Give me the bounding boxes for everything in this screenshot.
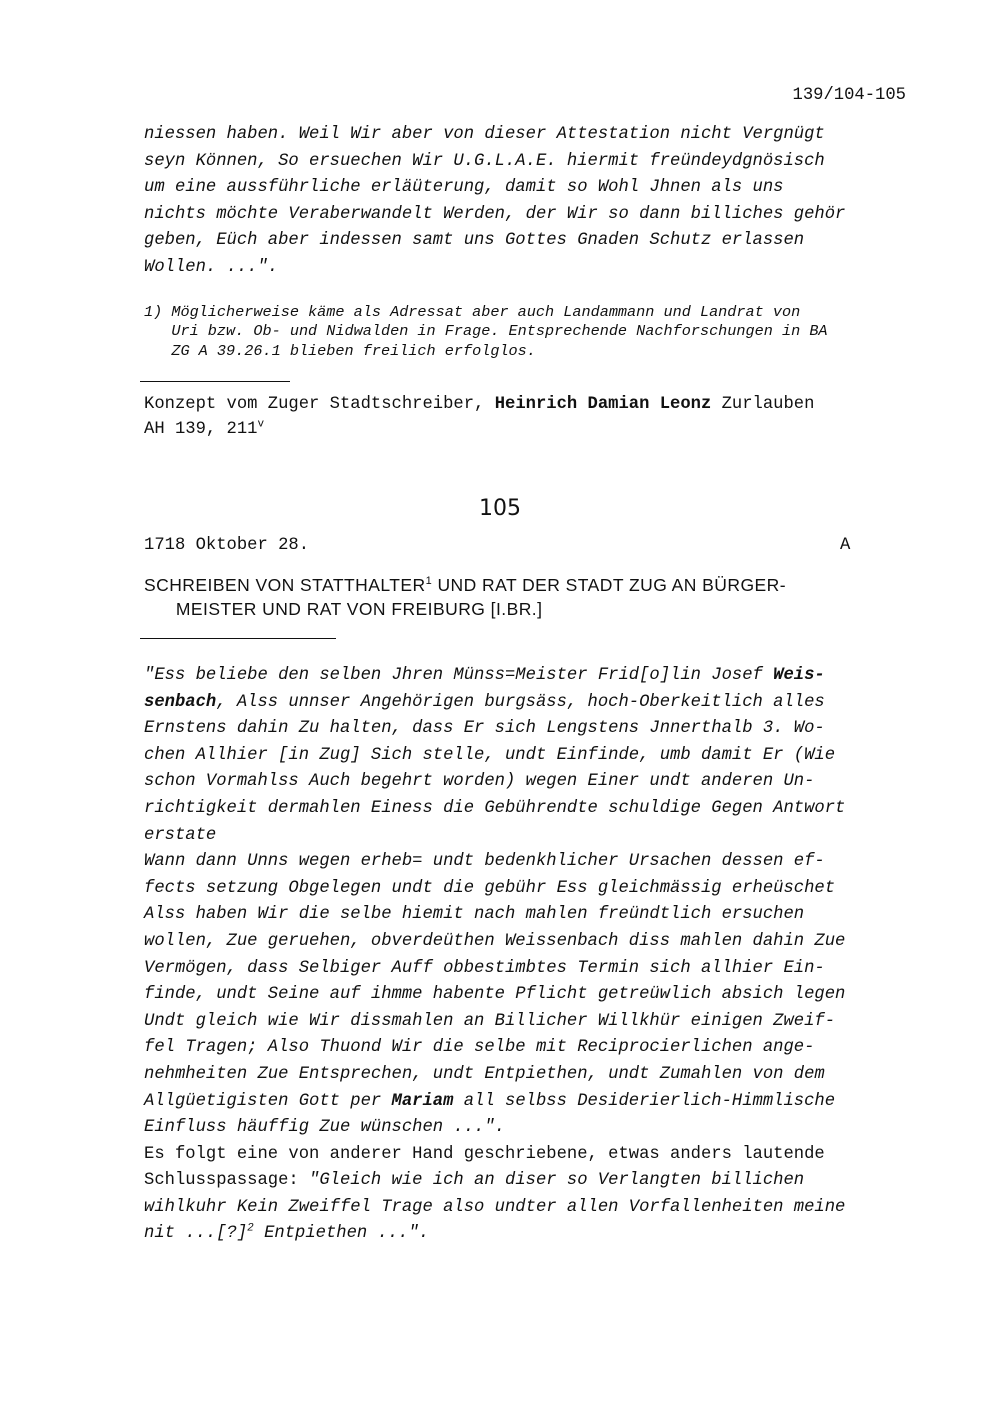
text-line: Es folgt eine von anderer Hand geschriebene, etwas anders lautende [144, 1144, 825, 1164]
text-line: wihlkuhr Kein Zweiffel Trage also undter allen Vorfallenheiten meine [144, 1197, 846, 1217]
main-text [144, 663, 914, 1248]
bold-name: senbach [144, 692, 217, 712]
source-suffix: Zurlauben [711, 395, 815, 414]
verso-mark: v [257, 418, 265, 431]
text-line: fects setzung Obgelegen undt die gebühr Ess gleichmässig erheüschet [144, 878, 836, 898]
source-prefix: Konzept vom Zuger Stadtschreiber, [144, 395, 495, 414]
separator-rule [140, 381, 290, 382]
footnote-marker: 1 [425, 575, 433, 588]
text-line: fel Tragen; Also Thuond Wir die selbe mit Reciprocierlichen ange- [144, 1038, 815, 1058]
document-classification: A [840, 536, 851, 555]
title-line-2: MEISTER UND RAT VON FREIBURG [I.BR.] [144, 599, 543, 619]
text-line: Ernstens dahin Zu halten, dass Er sich Lengstens Jnnerthalb 3. Wo- [144, 719, 825, 739]
text-span: Allgüetigisten Gott per [144, 1091, 392, 1111]
text-line: wollen, Zue geruehen, obverdeüthen Weissenbach diss mahlen dahin Zue [144, 931, 846, 951]
footnote-line: ZG A 39.26.1 blieben freilich erfolglos. [144, 341, 536, 360]
quoted-text: "Gleich wie ich an diser so Verlangten billichen [309, 1171, 805, 1191]
text-span: , Alss unnser Angehörigen burgsäss, hoch-Oberkeitlich alles [216, 692, 825, 712]
bold-name: Weis- [773, 666, 825, 685]
title-part: UND RAT DER STADT ZUG AN BÜRGER- [432, 575, 787, 595]
document-number: 105 [479, 496, 521, 521]
footnote-line: 1) Möglicherweise käme als Adressat aber auch Landammann und Landrat von [144, 303, 801, 321]
text-line [144, 1089, 914, 1116]
separator-rule [140, 638, 336, 639]
text-line: nehmheiten Zue Entsprechen, undt Entpiethen, undt Zumahlen von dem [144, 1064, 825, 1084]
footnote-marker: 2 [247, 1222, 254, 1235]
text-line: geben, Eüch aber indessen samt uns Gottes Gnaden Schutz erlassen [144, 231, 805, 251]
text-line: richtigkeit dermahlen Einess die Gebührendte schuldige Gegen Antwort [144, 798, 846, 818]
text-span: "Ess beliebe den selben Jhren Münss=Meister Frid[o]lin Josef [144, 666, 774, 685]
text-line: finde, undt Seine auf ihmme habente Pflicht getreüwlich absich legen [144, 985, 846, 1005]
text-line [144, 663, 914, 690]
text-line: seyn Können, So ersuechen Wir U.G.L.A.E. hiermit freündeydgnösisch [144, 151, 825, 171]
text-span: Schlusspassage: [144, 1171, 310, 1191]
footnote [144, 303, 924, 361]
text-span: all selbss Desiderierlich-Himmlische [453, 1091, 836, 1111]
title-part: SCHREIBEN VON STATTHALTER [144, 575, 426, 595]
text-span: Entpiethen ...". [253, 1224, 430, 1244]
text-line [144, 1168, 914, 1195]
text-line: um eine aussführliche erläüterung, damit so Wohl Jhnen als uns [144, 178, 784, 198]
text-line: Einfluss häuffig Zue wünschen ...". [144, 1118, 505, 1138]
text-line: nichts möchte Veraberwandelt Werden, der Wir so dann billiches gehör [144, 204, 846, 224]
source-line-2 [144, 417, 814, 442]
source-author: Heinrich Damian Leonz [494, 395, 712, 414]
text-line: erstate [144, 825, 217, 845]
text-line [144, 1221, 914, 1248]
text-line: Alss haben Wir die selbe hiemit nach mahlen freündtlich ersuchen [144, 905, 805, 925]
source-note [144, 392, 814, 442]
top-paragraph [144, 122, 914, 282]
text-line: Wann dann Unns wegen erheb= undt bedenkhlicher Ursachen dessen ef- [144, 852, 825, 872]
text-line: Wollen. ...". [144, 257, 279, 277]
archive-reference: AH 139, 211 [144, 420, 258, 439]
document-date: 1718 Oktober 28. [144, 536, 310, 555]
text-line [144, 690, 914, 717]
text-line: chen Allhier [in Zug] Sich stelle, undt Einfinde, umb damit Er (Wie [144, 745, 836, 765]
page-reference: 139/104-105 [792, 86, 906, 105]
title-line-1 [144, 573, 786, 597]
text-line: Undt gleich wie Wir dissmahlen an Billicher Willkhür einigen Zweif- [144, 1011, 836, 1031]
source-line-1 [144, 392, 814, 417]
text-span: nit ...[?] [144, 1224, 248, 1244]
text-line: Vermögen, dass Selbiger Auff obbestimbtes Termin sich allhier Ein- [144, 958, 825, 978]
text-line: schon Vormahlss Auch begehrt worden) wegen Einer undt anderen Un- [144, 772, 815, 792]
text-line: niessen haben. Weil Wir aber von dieser Attestation nicht Vergnügt [144, 125, 825, 144]
footnote-line: Uri bzw. Ob- und Nidwalden in Frage. Entsprechende Nachforschungen in BA [144, 322, 828, 341]
bold-name: Mariam [391, 1091, 454, 1111]
document-title [144, 573, 786, 621]
